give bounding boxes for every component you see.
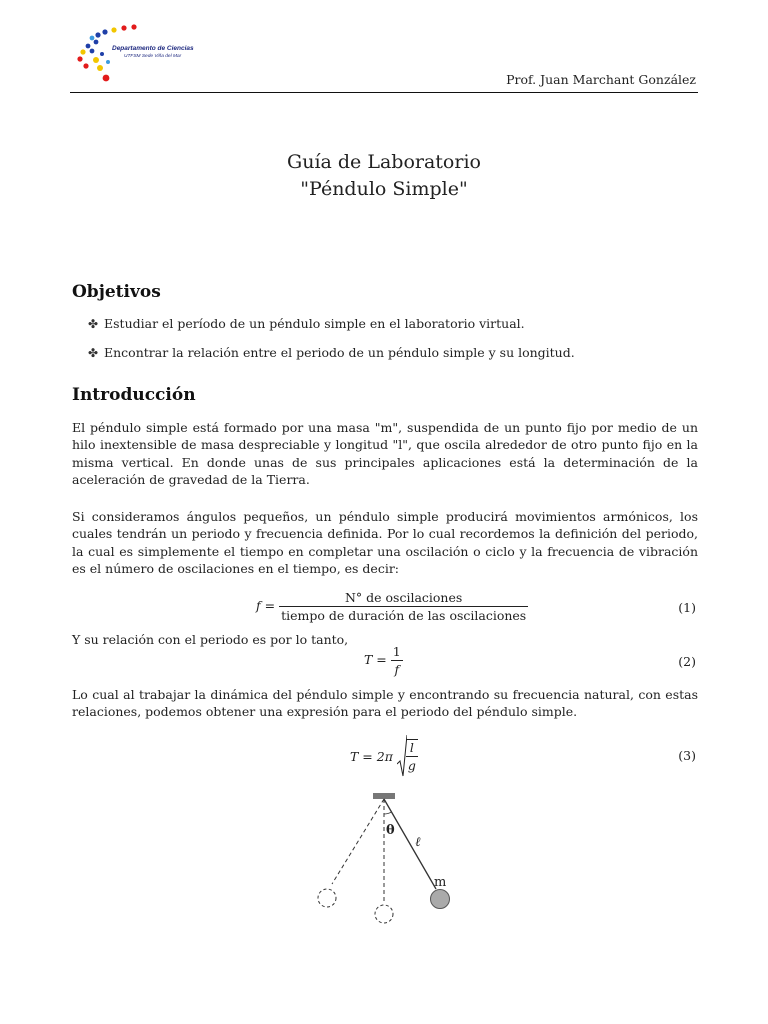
length-label: ℓ: [415, 835, 421, 850]
angle-arc: [384, 812, 392, 814]
intro-paragraph-2: Si consideramos ángulos pequeños, un péndulo simple producirá movimientos armónicos, los cuales tendrán un periodo y frecuencia definida. Por lo cual recordemos la definición del periodo, la cual es simplemente el tiempo en completar una oscilación o ciclo y la frecuencia de vibración es el número de oscilaciones en el tiempo, es decir:: [72, 509, 698, 576]
equation-2: [364, 644, 403, 677]
logo-campus-name: UTFSM Sede Viña del Mar: [124, 54, 182, 59]
header-divider: [70, 92, 698, 93]
department-logo: [72, 24, 212, 84]
pendulum-bob: [431, 890, 450, 909]
pendulum-string: [384, 799, 436, 889]
eq3-numerator: l: [409, 740, 414, 755]
eq3-lhs: T = 2π: [350, 748, 393, 764]
left-bob-ghost: [318, 889, 336, 907]
document-subtitle: "Péndulo Simple": [300, 178, 468, 200]
objective-text: Estudiar el período de un péndulo simple en el laboratorio virtual.: [104, 316, 525, 331]
eq1-fraction: [279, 590, 528, 623]
pendulum-diagram: [300, 788, 470, 938]
eq2-fraction: [391, 644, 403, 677]
logo-department-name: Departamento de Ciencias: [112, 45, 194, 52]
pivot-support: [373, 793, 395, 799]
document-title: Guía de Laboratorio: [287, 151, 481, 173]
mass-label: m: [434, 875, 447, 890]
objective-item: [88, 316, 525, 331]
objective-text: Encontrar la relación entre el periodo de un péndulo simple y su longitud.: [104, 345, 575, 360]
eq3-denominator: g: [407, 758, 416, 773]
intro-paragraph-4: Lo cual al trabajar la dinámica del péndulo simple y encontrando su frecuencia natural, con estas relaciones, podemos obtener una expresión para el periodo del péndulo simple.: [72, 687, 698, 720]
equation-3: [350, 734, 418, 780]
equation-1-number: (1): [678, 600, 696, 615]
equation-1: [256, 590, 528, 623]
objectives-heading: Objetivos: [72, 282, 161, 302]
center-bob-ghost: [375, 905, 393, 923]
angle-label: θ: [386, 823, 395, 838]
logo-dots-graphic: [72, 24, 212, 84]
eq2-numerator: 1: [392, 644, 401, 659]
equation-2-number: (2): [678, 654, 696, 669]
pendulum-drawing: [300, 788, 470, 938]
intro-paragraph-3: Y su relación con el periodo es por lo tanto,: [72, 632, 349, 647]
author-name: Prof. Juan Marchant González: [506, 72, 696, 87]
eq2-denominator: f: [391, 660, 403, 677]
eq1-denominator: tiempo de duración de las oscilaciones: [281, 608, 527, 623]
eq2-lhs: T =: [364, 652, 387, 667]
eq1-lhs: f =: [256, 598, 276, 613]
left-extreme-string: [332, 799, 384, 884]
introduction-heading: Introducción: [72, 385, 196, 405]
eq1-numerator: N° de oscilaciones: [344, 590, 463, 605]
bullet-icon: ✤: [88, 317, 99, 331]
objective-item: [88, 345, 575, 360]
intro-paragraph-1: El péndulo simple está formado por una masa "m", suspendida de un punto fijo por medio de un hilo inextensible de masa despreciable y longitud "l", que oscila alrededor de otro punto fijo en la misma vertical. En donde unas de sus principales aplicaciones está la determinación de la aceleración de gravedad de la Tierra.: [72, 420, 698, 487]
bullet-icon: ✤: [88, 346, 99, 360]
eq3-fraction: [406, 739, 418, 773]
equation-3-number: (3): [678, 748, 696, 763]
